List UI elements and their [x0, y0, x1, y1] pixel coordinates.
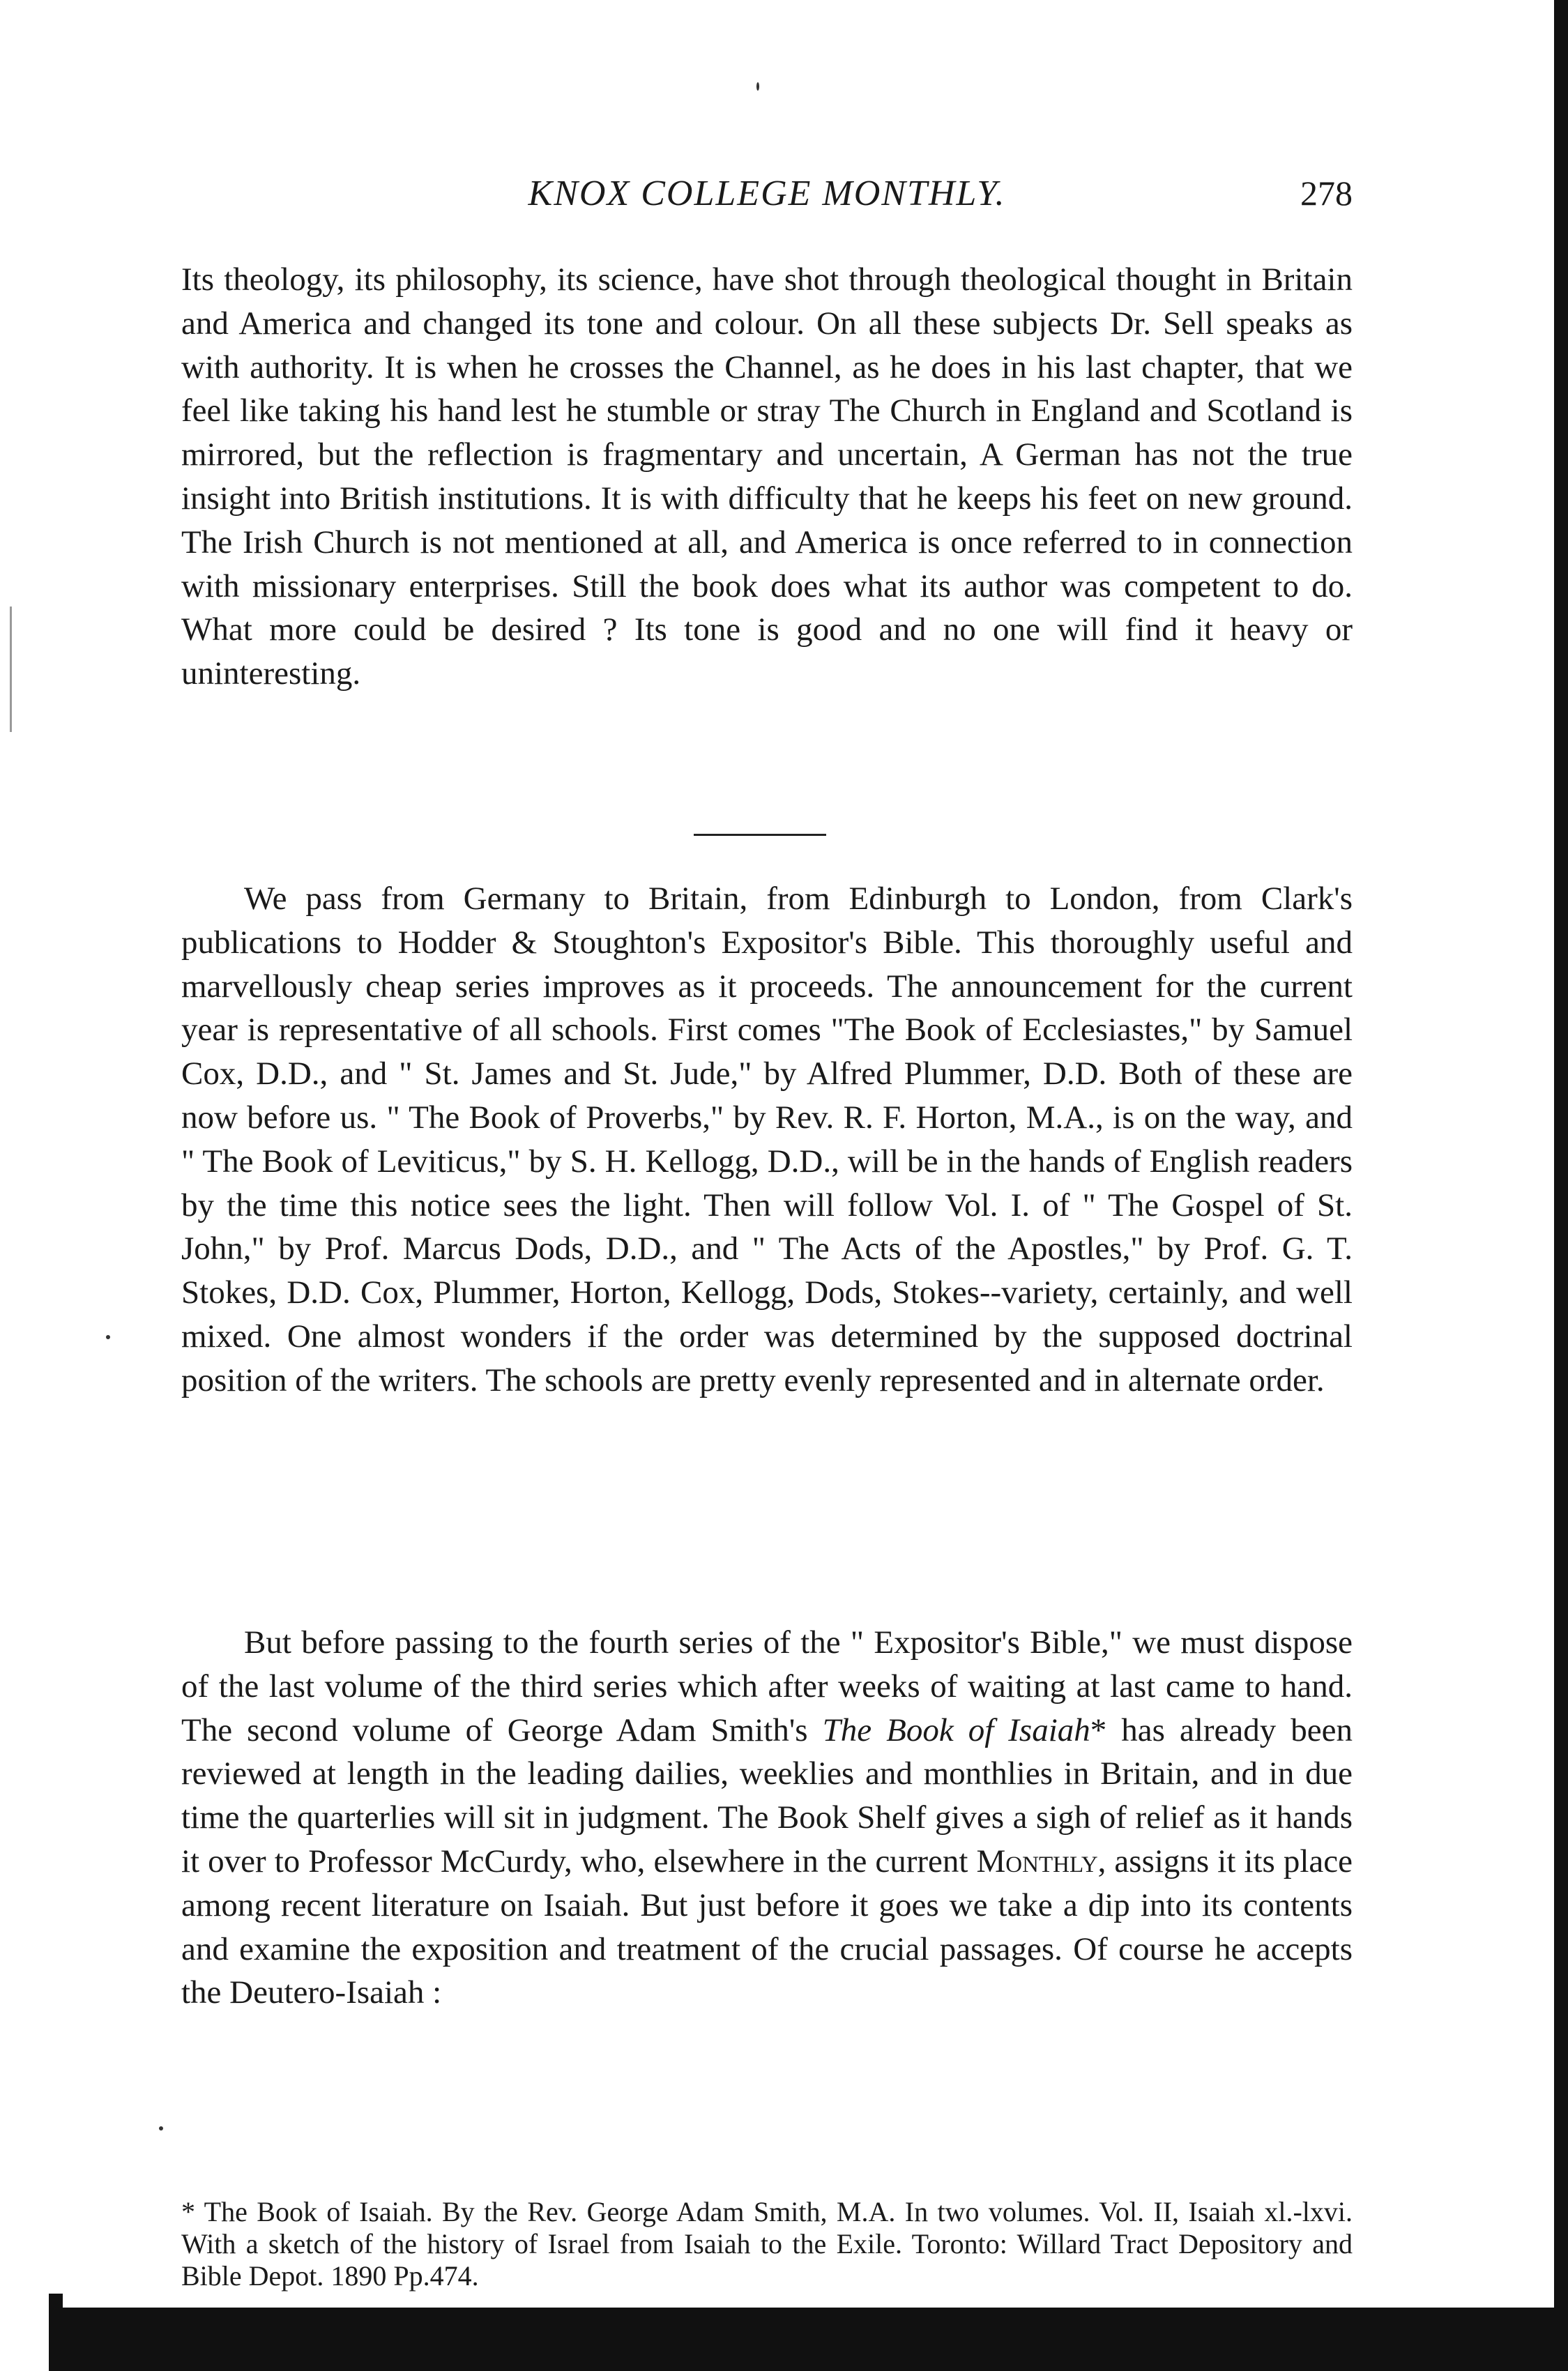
- paragraph: [181, 1621, 1353, 2015]
- footnote: [181, 2196, 1353, 2292]
- paragraph: Its theology, its philosophy, its science, have shot through theological thought in Britain and America and changed its tone and colour. On all these subjects Dr. Sell speaks as with authority. It is when he crosses the Channel, as he does in his last chapter, that we feel like taking his hand lest he stumble or stray The Church in England and Scotland is mirrored, but the reflection is fragmentary and uncertain, A German has not the true insight into British institutions. It is with difficulty that he keeps his feet on new ground. The Irish Church is not mentioned at all, and America is once referred to in connection with missionary enterprises. Still the book does what its author was competent to do. What more could be desired ? Its tone is good and no one will find it heavy or uninteresting.: [181, 261, 1353, 692]
- journal-name: Monthly: [976, 1843, 1098, 1880]
- paragraph-3-block: [181, 1621, 1353, 2015]
- running-title: KNOX COLLEGE MONTHLY.: [528, 174, 1006, 213]
- paragraph-1-block: [181, 258, 1353, 696]
- footnote-marker: *: [1090, 1711, 1107, 1748]
- paragraph: We pass from Germany to Britain, from Edinburgh to London, from Clark's publications to Hodder & Stoughton's Expositor's Bible. This thoroughly useful and marvellously cheap series improves as it proceeds. The announcement for the current year is representative of all schools. First comes "The Book of Ecclesiastes," by Samuel Cox, D.D., and " St. James and St. Jude," by Alfred Plummer, D.D. Both of these are now before us. " The Book of Proverbs," by Rev. R. F. Horton, M.A., is on the way, and " The Book of Leviticus," by S. H. Kellogg, D.D., will be in the hands of English readers by the time this notice sees the light. Then will follow Vol. I. of " The Gospel of St. John," by Prof. Marcus Dods, D.D., and " The Acts of the Apostles," by Prof. G. T. Stokes, D.D. Cox, Plummer, Horton, Kellogg, Dods, Stokes--variety, certainly, and well mixed. One almost wonders if the order was determined by the supposed doctrinal position of the writers. The schools are pretty evenly represented and in alternate order.: [181, 880, 1353, 1398]
- paragraph-text: has already been reviewed at length in the leading dailies, weeklies and monthlies in Britain, and in due time the quarterlies will sit in judgment. The Book Shelf gives a sigh of relief as it hands it over to Professor McCurdy, who, elsewhere in the current: [181, 1711, 1353, 1880]
- page-number: 278: [1300, 174, 1353, 213]
- scan-speck: [756, 82, 759, 91]
- footnote-text: * The Book of Isaiah. By the Rev. George Adam Smith, M.A. In two volumes. Vol. II, Isaiah xl.-lxvi. With a sketch of the history of Israel from Isaiah to the Exile. Toronto: Willard Tract Depository and Bible Depot. 1890 Pp.474.: [181, 2196, 1353, 2292]
- scan-border-corner: [49, 2294, 63, 2308]
- paragraph-text: , assigns it its place among recent literature on Isaiah. But just before it goes we take a dip into its contents and examine the exposition and treatment of the crucial passages. Of course he accepts the Deutero-Isaiah :: [181, 1843, 1353, 2011]
- book-title: The Book of Isaiah: [822, 1711, 1090, 1748]
- paragraph-2-block: [181, 877, 1353, 1403]
- scan-speck: [106, 1335, 110, 1339]
- scan-border-bottom: [49, 2308, 1568, 2371]
- scan-speck: [159, 2126, 163, 2130]
- paragraph-text: But before passing to the fourth series of the " Expositor's Bible," we must dispose of the last volume of the third series which after weeks of waiting at last came to hand. The second volume of George Adam Smith's: [181, 1624, 1353, 1748]
- page-header: [181, 173, 1353, 229]
- scan-margin-mark: [10, 607, 12, 732]
- scan-border-right: [1554, 0, 1568, 2371]
- section-separator: [694, 834, 826, 836]
